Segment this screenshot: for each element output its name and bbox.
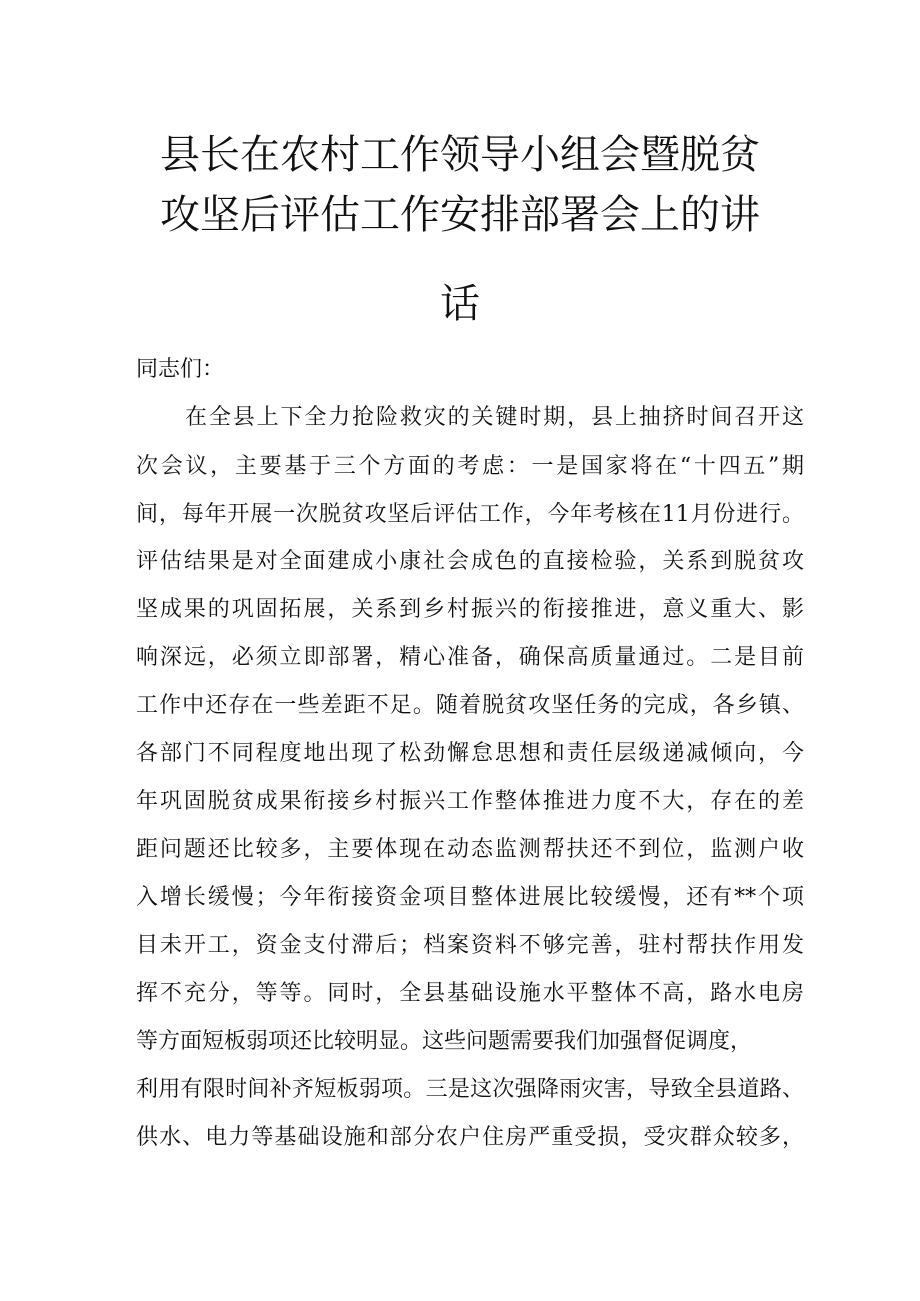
body-line-14: 等方面短板弱项还比较明显。这些问题需要我们加强督促调度， <box>136 1029 753 1054</box>
document-title-line-2: 攻坚后评估工作安排部署会上的讲 <box>160 192 760 238</box>
document-title-line-3: 话 <box>440 281 480 327</box>
body-line-11: 入增长缓慢；今年衔接资金项目整体进展比较缓慢，还有**个项 <box>136 885 804 910</box>
body-line-5: 坚成果的巩固拓展，关系到乡村振兴的衔接推进，意义重大、影 <box>136 597 804 622</box>
body-line-10: 距问题还比较多，主要体现在动态监测帮扶还不到位，监测户收 <box>136 837 804 862</box>
body-line-16: 供水、电力等基础设施和部分农户住房严重受损，受灾群众较多， <box>136 1125 804 1150</box>
document-title-line-1: 县长在农村工作领导小组会暨脱贫 <box>160 132 760 178</box>
body-line-1: 在全县上下全力抢险救灾的关键时期，县上抽挤时间召开这 <box>185 405 804 430</box>
body-line-15: 利用有限时间补齐短板弱项。三是这次强降雨灾害，导致全县道路、 <box>136 1077 804 1102</box>
body-line-6: 响深远，必须立即部署，精心准备，确保高质量通过。二是目前 <box>136 645 804 670</box>
body-line-3: 间，每年开展一次脱贫攻坚后评估工作，今年考核在11月份进行。 <box>136 502 804 527</box>
body-line-8: 各部门不同程度地出现了松劲懈怠思想和责任层级递减倾向，今 <box>136 741 804 766</box>
body-line-13: 挥不充分，等等。同时，全县基础设施水平整体不高，路水电房 <box>136 981 804 1006</box>
body-line-4: 评估结果是对全面建成小康社会成色的直接检验，关系到脱贫攻 <box>136 549 804 574</box>
salutation: 同志们： <box>136 357 225 382</box>
body-line-9: 年巩固脱贫成果衔接乡村振兴工作整体推进力度不大，存在的差 <box>136 789 804 814</box>
body-line-7: 工作中还存在一些差距不足。随着脱贫攻坚任务的完成，各乡镇、 <box>136 693 804 718</box>
body-line-2: 次会议，主要基于三个方面的考虑：一是国家将在“十四五”期 <box>136 454 804 479</box>
body-line-12: 目未开工，资金支付滞后；档案资料不够完善，驻村帮扶作用发 <box>136 933 804 958</box>
